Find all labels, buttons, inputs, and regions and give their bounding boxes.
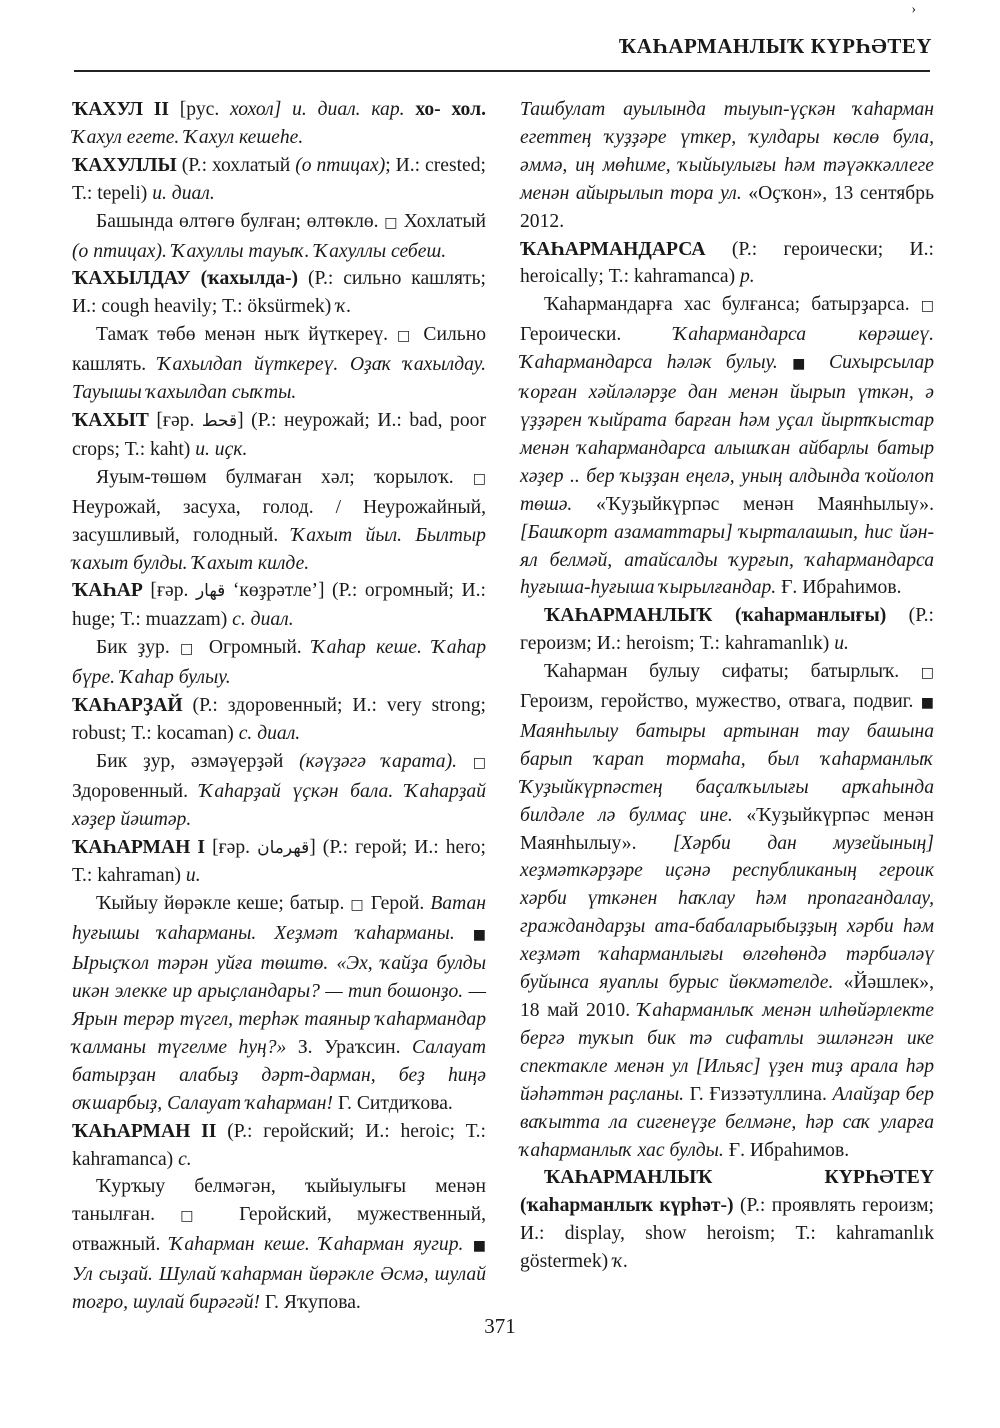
headword: ҠАХЫТ: [72, 409, 149, 431]
grammar-label: и.: [185, 865, 201, 887]
space: [455, 923, 473, 944]
stem: (ҡаһарманлығы): [712, 605, 887, 627]
entry-kaharman-2: [72, 1118, 486, 1174]
russian-gloss: Сильно кашлять.: [72, 324, 486, 376]
definition: [72, 748, 486, 834]
definition-text: Ҡаһармандарға хас булғанса; батырҙарса.: [544, 294, 921, 316]
headword: ҠАХУЛ II: [72, 99, 169, 120]
definition-text: Ҡыйыу йөрәкле кеше; батыр.: [96, 893, 351, 915]
entry-kaharmanlyk: [520, 602, 934, 658]
citation-mark: ■: [472, 1238, 486, 1255]
entry-kaharmanlyk-kurhateu: [520, 1164, 934, 1276]
example: Ҡахыт йыл. Былтыр ҡахыт булды. Ҡахыт килде.: [72, 524, 486, 574]
citation-source: «Йәшлек», 18 май 2010.: [520, 972, 934, 1021]
citation: [Хәрби дан музейының] хеҙмәткәрҙәре иҫәнә республиканың героик хәрби үткәнен һаҡлау һәм пропагандалау, граждандарҙы ата-бабаларыбыҙҙың хәрби һәм хеҙмәт ҡаһарманлығы өлгөһөндә тәрбиәләү буйынса яуаплы бурыс йөкмәтелде.: [520, 832, 934, 994]
headword: ҠАҺАРҘАЙ: [72, 695, 183, 717]
citation: Алайҙар бер ваҡытта ла сигенеүҙе белмәне, һәр саҡ уларға ҡаһарманлыҡ хас булды.: [520, 1083, 934, 1161]
headword: ҠАХЫЛДАУ: [72, 268, 191, 290]
headword: ҠАХУЛЛЫ: [72, 154, 177, 176]
grammar-label: р.: [740, 266, 755, 288]
left-column: [72, 96, 486, 1317]
space: [778, 352, 792, 373]
grammar-label: ҡ.: [613, 1251, 629, 1273]
running-title: ҠАҺАРМАНЛЫҠ КҮРҺӘТЕҮ: [618, 34, 932, 58]
definition: [72, 321, 486, 407]
definition-text: Ҡаһарман булыу сифаты; батырлыҡ.: [544, 661, 921, 683]
citation-author: Ғ. Ибраһимов.: [776, 577, 902, 599]
definition: [520, 658, 934, 1164]
translations: ] (Р.: герой; И.: hero; Т.: kahraman): [72, 836, 486, 887]
translation-mark: □: [180, 641, 199, 658]
definition: [72, 634, 486, 692]
example: Ҡаһармандарса көрәшеү. Ҡаһармандарса һәләк булыу.: [520, 324, 934, 374]
citation: Ул сыҙай. Шулай ҡаһарман йөрәкле Әсмә, шулай тоғро, шулай бирәгәй!: [72, 1264, 486, 1314]
translations: (Р.: сильно кашлять; И.: cough heavily; Т.: öksürmek): [72, 268, 486, 318]
page-number: 371: [484, 1314, 516, 1338]
definition: [520, 291, 934, 602]
definition-text: Бик ҙур.: [96, 637, 181, 659]
grammar-label: с. диал.: [232, 609, 294, 631]
grammar-label: хохол] и. диал. кар.: [230, 99, 405, 120]
citation: [Башҡорт азаматтары] ҡырталашып, һис йән-ял белмәй, атайсалды ҡурғып, ҡаһармандарса һуғыша-һуғыша ҡырылғандар.: [520, 521, 934, 599]
space: [405, 99, 416, 120]
grammar-label: и. диал.: [152, 182, 215, 204]
citation-source: «Ҡуҙыйкүрпәс менән Маянһылыу».: [572, 493, 934, 515]
corner-mark: ›: [911, 2, 916, 17]
citation-author: Г. Яҡупова.: [260, 1292, 361, 1314]
headword: ҠАҺАР: [72, 580, 143, 602]
entry-kahully: [72, 152, 486, 208]
translations: ‘көҙрәтле’] (Р.: огромный; И.: huge; Т.: muazzam): [72, 580, 486, 631]
entry-kahyldau: [72, 265, 486, 321]
dialect-form: хо- хол.: [415, 99, 486, 120]
grammar-label: и. иҫк.: [195, 438, 248, 460]
entry-kahul-2: [72, 96, 486, 152]
citation-source: «Ҡуҙыйкүрпәс менән Маянһылыу».: [520, 804, 934, 854]
translation-mark: □: [350, 897, 365, 914]
definition-text: Ҡурҡыу белмәгән, ҡыйыулығы менән танылған.: [72, 1176, 486, 1226]
translation-mark: □: [472, 754, 486, 771]
continued-citation: [520, 96, 934, 236]
definition-text: Бик ҙур, әзмәүерҙәй: [96, 750, 300, 772]
translations: (Р.: героизм; И.: heroism; Т.: kahramanlık): [520, 605, 934, 655]
etymology: [ғәр.: [142, 580, 196, 602]
headword: ҠАҺАРМАН I: [72, 836, 206, 858]
translations: ] (Р.: неурожай; И.: bad, poor crops; Т.: kaht): [72, 409, 486, 460]
entry-kaharmandarsa: [520, 236, 934, 292]
example: Ҡаһарҙай үҫкән бала. Ҡаһарҙай хәҙер йәштәр.: [72, 780, 486, 830]
example: Ҡахылдап йүткереү. Оҙаҡ ҡахылдау. Тауышы ҡахылдап сыҡты.: [72, 354, 487, 404]
russian-gloss: Героизм, геройство, мужество, отвага, подвиг.: [520, 691, 921, 713]
russian-gloss: Неурожай, засуха, голод. / Неурожайный, засушливый, голодный.: [72, 496, 486, 546]
translation-mark: □: [920, 665, 934, 682]
russian-gloss: Геройский, мужественный, отважный.: [72, 1204, 487, 1256]
citation-source: «Оҫҡон», 13 сентябрь 2012.: [520, 182, 935, 232]
definition-text: Тамаҡ төбө менән ныҡ йүткереү.: [96, 324, 398, 346]
grammar-label: с.: [178, 1148, 192, 1170]
citation-author: Ғ. Ибраһимов.: [723, 1139, 850, 1161]
headword: ҠАҺАРМАНЛЫҠ: [544, 605, 713, 627]
headword: ҠАҺАРМАН II: [72, 1120, 217, 1142]
translation-mark: □: [472, 470, 486, 487]
citation-author: Г. Ғиззәтуллина.: [684, 1083, 833, 1105]
definition: [72, 890, 486, 1117]
translations: (Р.: здоровенный; И.: very strong; robust; Т.: kocaman): [72, 695, 486, 744]
russian-gloss: Героически.: [520, 324, 674, 346]
translations: (Р.: хохлатый: [176, 154, 296, 176]
space: [457, 751, 473, 772]
russian-gloss: Хохлатый: [398, 210, 486, 232]
citation-author: Г. Ситдиҡова.: [333, 1092, 453, 1114]
citation-mark: ■: [472, 927, 486, 944]
translations: (Р.: геройский; И.: heroic; Т.: kahramanca): [72, 1120, 487, 1170]
citation-mark: ■: [920, 695, 934, 712]
etymology: [ғәр.: [148, 409, 202, 431]
arabic-script: قهرمان: [257, 837, 310, 858]
stem: (ҡахылда-): [190, 268, 299, 290]
russian-gloss: Здоровенный.: [72, 780, 200, 802]
example: Ватан һуғышы ҡаһарманы. Хеҙмәт ҡаһарманы.: [72, 893, 487, 945]
translation-mark: □: [180, 1208, 214, 1225]
definition: [72, 1173, 486, 1317]
translation-mark: □: [920, 298, 934, 315]
definition-text: Яуым-төшөм булмаған хәл; ҡорылоҡ.: [96, 466, 473, 488]
example: Ҡаһар кеше. Ҡаһар бүре. Ҡаһар булыу.: [72, 637, 486, 689]
citation: Маянһылыу батыры артынан тау башына барып ҡарап тормаһа, был ҡаһарманлыҡ Ҡуҙыйкүрпәстең баҫалҡылығы арҡаһында билдәле лә булмаҫ ине.: [520, 720, 934, 826]
grammar-label: и.: [834, 633, 849, 655]
translation-mark: □: [384, 214, 399, 231]
example: (о птицах). Ҡахуллы тауыҡ. Ҡахуллы себеш.: [72, 240, 447, 262]
note: (о птицах): [295, 154, 386, 176]
example: Ҡаһарман кеше. Ҡаһарман яугир.: [169, 1234, 464, 1256]
citation-author: З. Ураҡсин.: [286, 1036, 413, 1058]
stem: (ҡаһарманлыҡ күрһәт-): [520, 1195, 734, 1217]
citation: Ырыҫҡол тәрән уйға төштө. «Эх, ҡайҙа булды икән элекке ир арыҫландары? — тип бошонҙо. — Ярын терәр түгел, терһәк таяныр ҡаһармандар ҡалманы түгелме һуң?»: [72, 953, 486, 1058]
translation-mark: □: [397, 328, 415, 345]
citation: Салауат батырҙан алабыҙ дәрт-дарман, беҙ һиңә оҡшарбыҙ, Салауат ҡаһарман!: [72, 1036, 486, 1114]
headword: ҠАҺАРМАНДАРСА: [520, 238, 706, 260]
russian-gloss: Огромный.: [198, 637, 312, 659]
headword: ҠАҺАРМАНЛЫҠ КҮРҺӘТЕҮ: [544, 1167, 934, 1189]
arabic-script: قهار: [195, 581, 226, 602]
definition-text: Башында өлтөгө булған; өлтөклө.: [96, 210, 385, 232]
grammar-label: ҡ.: [336, 296, 352, 318]
translations: (Р.: героически; И.: heroically; Т.: kahramanca): [520, 238, 934, 288]
translations: (Р.: проявлять героизм; И.: display, show heroism; Т.: kahramanlık göstermek): [520, 1195, 934, 1273]
etymology: [рус.: [168, 99, 231, 120]
grammar-label: с. диал.: [238, 722, 301, 744]
entry-kaharzay: [72, 692, 486, 748]
entry-kahar: [72, 577, 486, 634]
citation-mark: ■: [792, 356, 815, 373]
arabic-script: قحط: [201, 410, 238, 431]
definition: [72, 208, 486, 266]
right-column: [520, 96, 934, 1276]
example: Ҡахул егете. Ҡахул кешеһе.: [72, 126, 304, 148]
space: [463, 1234, 472, 1255]
definition: [72, 464, 486, 578]
note: (кәүҙәгә ҡарата).: [299, 750, 458, 772]
entry-kahyt: [72, 407, 486, 464]
citation: Ташбулат ауылында тыуып-үҫкән ҡаһарман егеттең ҡуҙҙәре үткер, ҡулдары көслө була, әммә, иң мөһиме, ҡыйыулығы һәм тәүәккәллеге менән айырылып тора ул.: [520, 99, 934, 204]
entry-kaharman-1: [72, 834, 486, 891]
russian-gloss: Герой.: [364, 893, 431, 915]
citation: Сихырсылар ҡорған хәйләләрҙе дан менән йырып үткән, ә үҙҙәрен ҡыйрата барған һәм уҫал йыртҡыстар менән ҡаһармандарса алышҡан айбарлы батыр хәҙер .. бер ҡыҙҙан еңелә, уның алдында ҡойолоп төшә.: [520, 352, 935, 515]
header-rule: [74, 70, 930, 72]
translations: ; И.: crested; Т.: tepeli): [72, 154, 486, 204]
etymology: [ғәр.: [205, 836, 258, 858]
citation: Ҡаһарманлыҡ менән илһөйәрлекте бергә туҡып бик тә сифатлы эшләнгән ике спектакле менән ул [Ильяс] үҙен тиҙ арала һәр йәһәттән раҫланы.: [520, 1000, 934, 1105]
